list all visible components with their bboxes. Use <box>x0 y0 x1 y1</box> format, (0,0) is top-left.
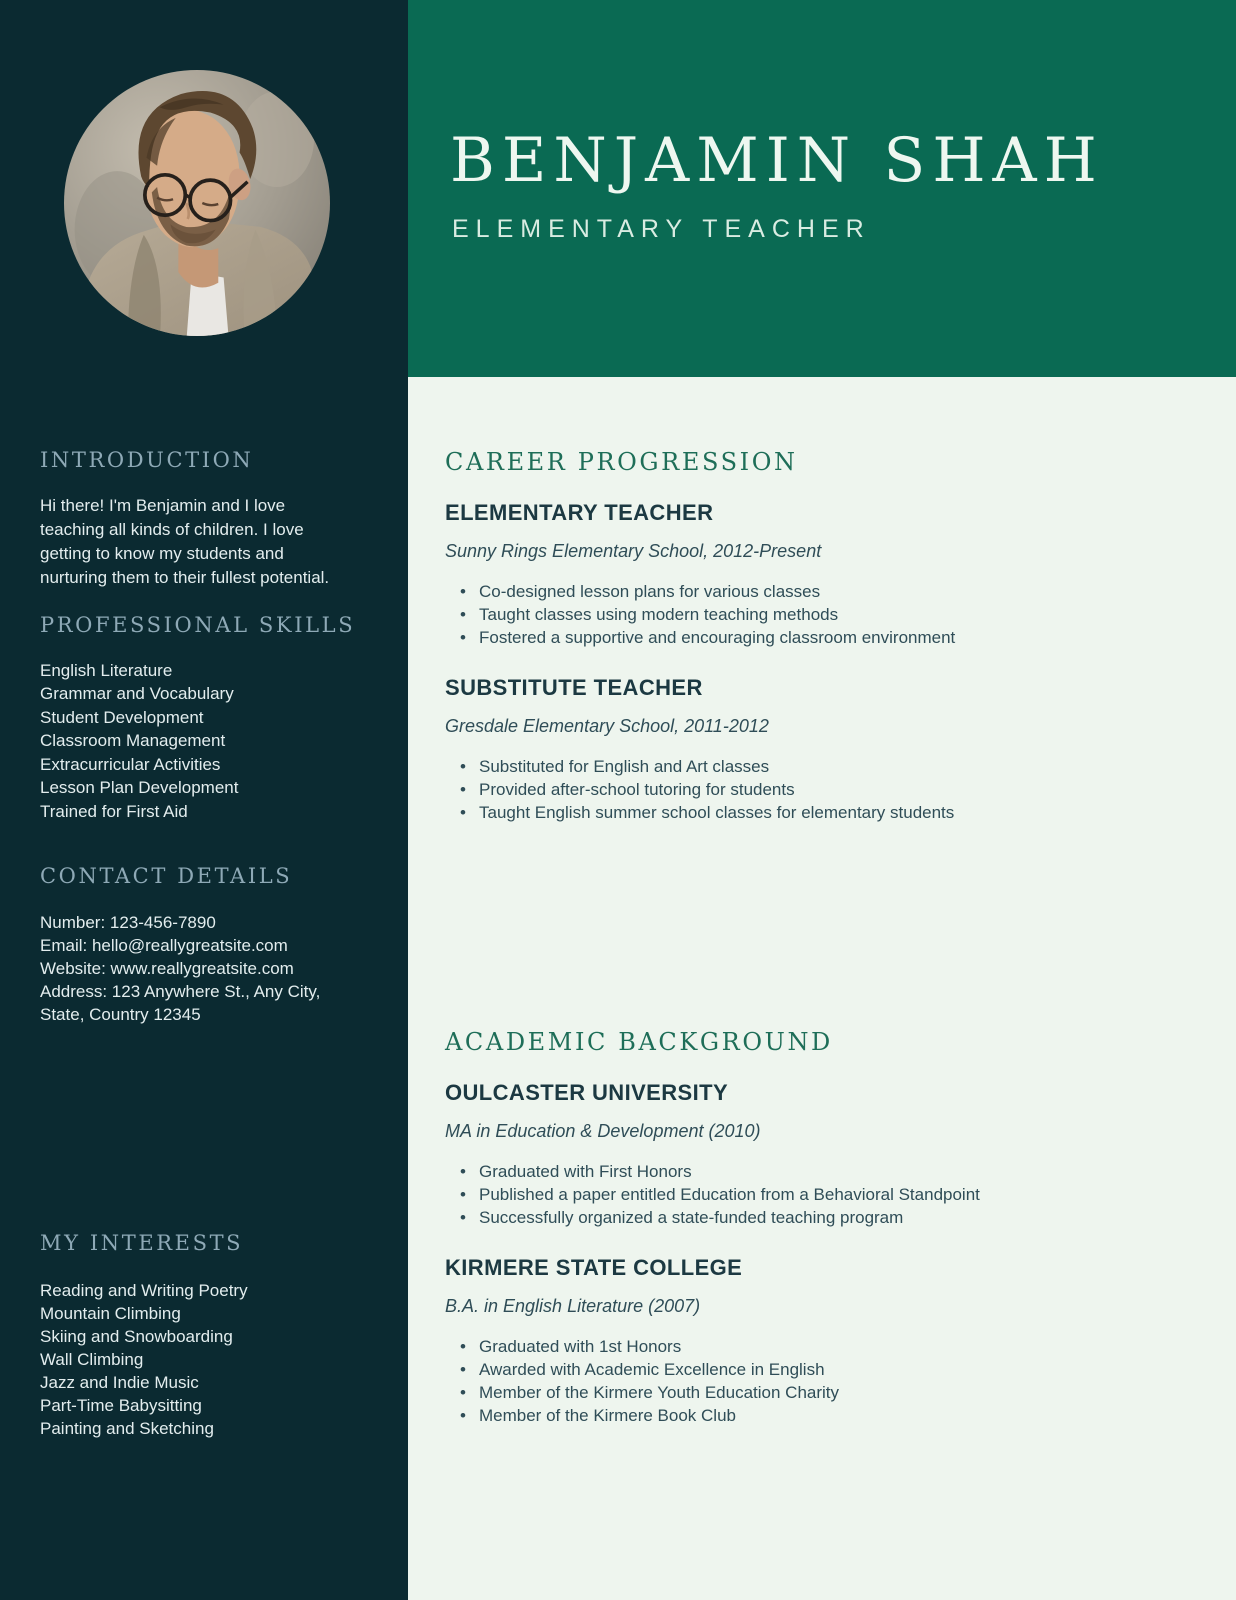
my-interests-heading: MY INTERESTS <box>40 1231 244 1256</box>
job-bullet: • Taught English summer school classes for elementary students <box>445 801 1196 824</box>
job-subtitle: Gresdale Elementary School, 2011-2012 <box>445 715 769 736</box>
skill-item: Grammar and Vocabulary <box>40 684 234 703</box>
job-bullet: • Substituted for English and Art classes <box>445 755 1196 778</box>
academic-bullet: • Published a paper entitled Education from a Behavioral Standpoint <box>445 1183 1196 1206</box>
academic-bullet: • Member of the Kirmere Youth Education Charity <box>445 1381 1196 1404</box>
job-subtitle: Sunny Rings Elementary School, 2012-Present <box>445 540 822 561</box>
career-entry <box>445 500 1196 649</box>
header-banner <box>408 0 1236 377</box>
job-bullet: • Taught classes using modern teaching methods <box>445 603 1196 626</box>
job-bullet: • Co-designed lesson plans for various classes <box>445 580 1196 603</box>
academic-bullets <box>445 1335 1196 1427</box>
skill-item: Student Development <box>40 707 204 727</box>
interest-item: Part-Time Babysitting <box>40 1395 202 1415</box>
sidebar <box>0 0 408 1600</box>
contact-website: Website: www.reallygreatsite.com <box>40 959 294 979</box>
academic-bullets <box>445 1160 1196 1229</box>
career-progression-heading: CAREER PROGRESSION <box>445 448 798 476</box>
profile-photo <box>64 70 330 336</box>
interest-item: Wall Climbing <box>40 1349 144 1369</box>
academic-background-heading: ACADEMIC BACKGROUND <box>445 1028 833 1057</box>
skill-item: Trained for First Aid <box>40 801 188 821</box>
interest-item: Reading and Writing Poetry <box>40 1280 248 1300</box>
contact-number: Number: 123-456-7890 <box>40 913 216 933</box>
academic-bullet: • Awarded with Academic Excellence in English <box>445 1358 1196 1381</box>
job-title: ELEMENTARY TEACHER <box>445 500 714 526</box>
career-entry <box>445 675 1196 824</box>
academic-bullet: • Member of the Kirmere Book Club <box>445 1404 1196 1427</box>
contact-details <box>40 911 328 1026</box>
job-title: SUBSTITUTE TEACHER <box>445 675 703 701</box>
introduction-text: Hi there! I'm Benjamin and I love teaching all kinds of children. I love getting to know my students and nurturing them to their fullest potential. <box>40 496 330 588</box>
job-bullets <box>445 580 1196 649</box>
introduction-heading: INTRODUCTION <box>40 448 254 472</box>
skill-item: Lesson Plan Development <box>40 778 239 797</box>
job-bullet: • Provided after-school tutoring for students <box>445 778 1196 801</box>
job-bullet: • Fostered a supportive and encouraging classroom environment <box>445 626 1196 649</box>
interest-item: Painting and Sketching <box>40 1418 214 1438</box>
academic-bullet: • Graduated with 1st Honors <box>445 1335 1196 1358</box>
person-role: ELEMENTARY TEACHER <box>452 215 871 243</box>
interest-item: Skiing and Snowboarding <box>40 1326 233 1346</box>
contact-details-heading: CONTACT DETAILS <box>40 864 293 888</box>
degree: MA in Education & Development (2010) <box>445 1120 761 1141</box>
skill-item: Classroom Management <box>40 731 226 750</box>
skill-item: Extracurricular Activities <box>40 754 221 774</box>
contact-email: Email: hello@reallygreatsite.com <box>40 936 288 956</box>
person-name: BENJAMIN SHAH <box>450 125 1104 196</box>
job-bullets <box>445 755 1196 824</box>
main-content <box>408 377 1236 1600</box>
school-name: OULCASTER UNIVERSITY <box>445 1080 729 1106</box>
school-name: KIRMERE STATE COLLEGE <box>445 1255 743 1281</box>
professional-skills-heading: PROFESSIONAL SKILLS <box>40 613 356 638</box>
academic-entry <box>445 1255 1196 1427</box>
academic-entry <box>445 1080 1196 1229</box>
academic-bullet: • Graduated with First Honors <box>445 1160 1196 1183</box>
skill-item: English Literature <box>40 660 173 680</box>
interest-item: Jazz and Indie Music <box>40 1372 199 1392</box>
academic-bullet: • Successfully organized a state-funded teaching program <box>445 1206 1196 1229</box>
degree: B.A. in English Literature (2007) <box>445 1295 701 1316</box>
skills-list <box>40 659 370 824</box>
contact-address: Address: 123 Anywhere St., Any City, State, Country 12345 <box>40 982 321 1025</box>
interests-list <box>40 1279 370 1440</box>
interest-item: Mountain Climbing <box>40 1303 181 1323</box>
sidebar-content <box>40 447 370 1440</box>
profile-photo-illustration <box>64 70 330 336</box>
